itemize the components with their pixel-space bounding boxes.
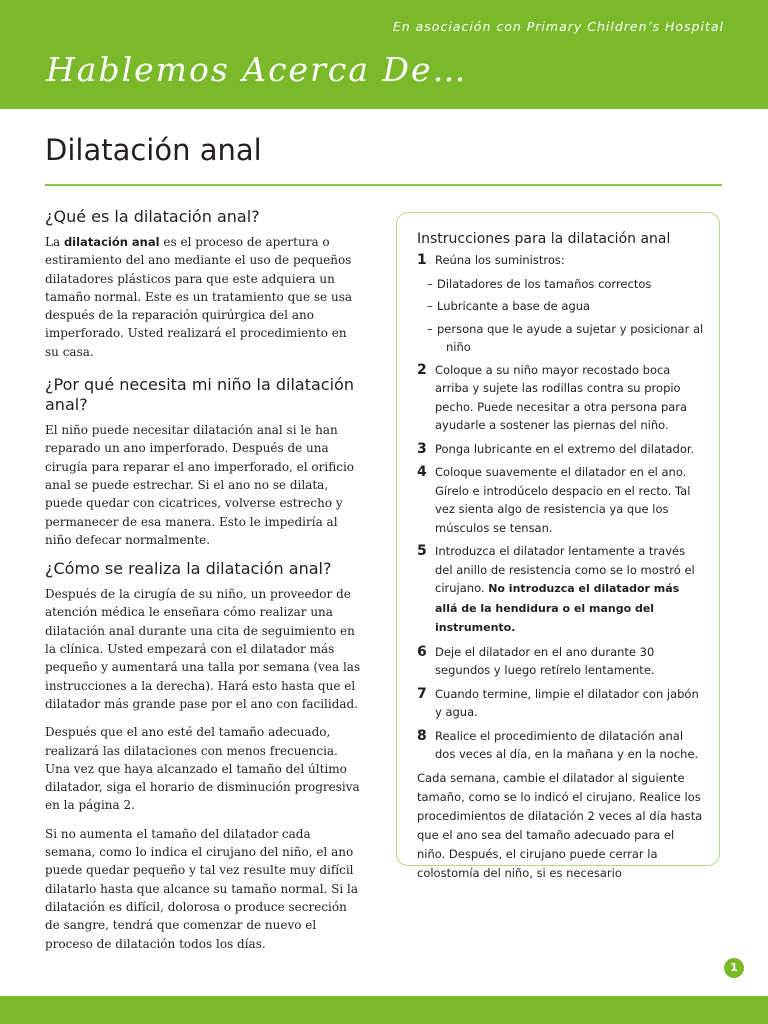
step-number: 1 — [417, 252, 427, 268]
section-heading: ¿Por qué necesita mi niño la dilatación anal? — [45, 375, 354, 415]
step-number: 8 — [417, 727, 427, 744]
step-number: 2 — [417, 361, 427, 378]
bold-term: dilatación anal — [63, 235, 160, 249]
section-heading: ¿Qué es la dilatación anal? — [45, 207, 260, 226]
step-text: Introduzca el dilatador lentamente a través del anillo de resistencia como se lo mostró el cirujano. — [435, 544, 695, 595]
instruction-step — [417, 361, 705, 435]
step-text: Ponga lubricante en el extremo del dilatador. — [435, 441, 695, 456]
weekly-note: Cada semana, cambie el dilatador al siguiente tamaño, como se lo indicó el cirujano. Realice los procedimientos de dilatación 2 veces al día hasta que el ano sea del tamaño adecuado para el niño. Después, el cirujano puede cerrar la colostomía del niño, si es necesario — [417, 770, 703, 880]
left-column — [45, 207, 362, 963]
step-text: Cuando termine, limpie el dilatador con jabón y agua. — [435, 686, 699, 719]
page-title: Dilatación anal — [45, 133, 262, 167]
step-warning: No introduzca el dilatador más allá de la hendidura o el mango del instrumento. — [435, 582, 680, 634]
supply-text: persona que le ayude a sujetar y posicionar al niño — [437, 321, 704, 354]
section-paragraph: Después de la cirugía de su niño, un proveedor de atención médica le enseñara cómo realizar una dilatación anal durante una cita de seguimiento en la clínica. Usted empezará con el dilatador más pequeño y aumentará una talla por semana (vea las instrucciones a la derecha). Hará esto hasta que el dilatador más grande pase por el ano con facilidad. — [45, 587, 361, 711]
section-paragraph: Si no aumenta el tamaño del dilatador cada semana, como lo indica el cirujano del niño, el ano puede quedar pequeño y tal vez resulte muy difícil dilatarlo hasta que alcance su tamaño normal. Si la dilatación es difícil, dolorosa o produce secreción de sangre, tendrá que comenzar de nuevo el proceso de dilatación todos los días. — [45, 826, 359, 951]
instruction-step — [417, 463, 705, 537]
instruction-step — [417, 643, 705, 680]
instructions-box — [396, 212, 720, 880]
instruction-step — [417, 727, 705, 764]
supply-text: Lubricante a base de agua — [437, 299, 591, 313]
instruction-step — [417, 440, 705, 459]
step-text: Deje el dilatador en el ano durante 30 segundos y luego retírelo lentamente. — [435, 644, 655, 677]
instructions-heading: Instrucciones para la dilatación anal — [417, 231, 671, 247]
header-banner — [0, 0, 768, 109]
supply-item: – persona que le ayude a sujetar y posicionar al niño — [427, 321, 704, 354]
instruction-step — [417, 251, 705, 270]
section-paragraph: Después que el ano esté del tamaño adecuado, realizará las dilataciones con menos frecuencia. Una vez que haya alcanzado el tamaño del último dilatador, siga el horario de disminución progresiva en la página 2. — [45, 725, 360, 813]
supply-item: – Lubricante a base de agua — [427, 299, 591, 313]
step-text: Coloque suavemente el dilatador en el ano. Gírelo e introdúcelo despacio en el recto. Tal vez sienta algo de resistencia ya que los músculos se tensan. — [435, 465, 691, 535]
step-text: Realice el procedimiento de dilatación anal dos veces al día, en la mañana y en la noche. — [435, 728, 699, 761]
step-number: 6 — [417, 643, 427, 660]
step-number: 4 — [417, 464, 427, 480]
paragraph-text: La — [45, 235, 64, 249]
step-text: Reúna los suministros: — [435, 253, 565, 267]
step-text: Coloque a su niño mayor recostado boca arriba y sujete las rodillas contra su propio pecho. Puede necesitar a otra persona para ayudarle a sostener las piernas del niño. — [435, 362, 688, 432]
step-number: 5 — [417, 543, 427, 559]
section-heading: ¿Cómo se realiza la dilatación anal? — [45, 559, 332, 579]
instruction-step — [417, 542, 705, 638]
step-number: 3 — [417, 440, 427, 457]
supply-item: – Dilatadores de los tamaños correctos — [427, 276, 652, 291]
supply-text: Dilatadores de los tamaños correctos — [437, 276, 652, 291]
instruction-step — [417, 685, 705, 722]
title-divider — [45, 184, 722, 186]
section-paragraph: El niño puede necesitar dilatación anal si le han reparado un ano imperforado. Después de una cirugía para reparar el ano imperforado, el orificio anal se puede estrechar. Si el ano no se dilata, puede quedar con cicatrices, volverse estrecho y permanecer de esa manera. Esto le impediría al niño defecar normalmente. — [45, 423, 355, 547]
paragraph-text: es el proceso de apertura o estiramiento del ano mediante el uso de pequeños dilatadores plásticos para que este adquiera un tamaño normal. Este es un tratamiento que se usa después de la reparación quirúrgica del ano imperforado. Usted realizará el procedimiento en su casa. — [45, 235, 353, 359]
step-number: 7 — [417, 685, 427, 702]
partner-text: En asociación con Primary Children’s Hospital — [392, 19, 724, 34]
footer-bar — [0, 996, 768, 1024]
section-paragraph — [45, 233, 362, 361]
brand-title: Hablemos Acerca De… — [46, 50, 468, 89]
page-number-badge: 1 — [724, 958, 744, 978]
